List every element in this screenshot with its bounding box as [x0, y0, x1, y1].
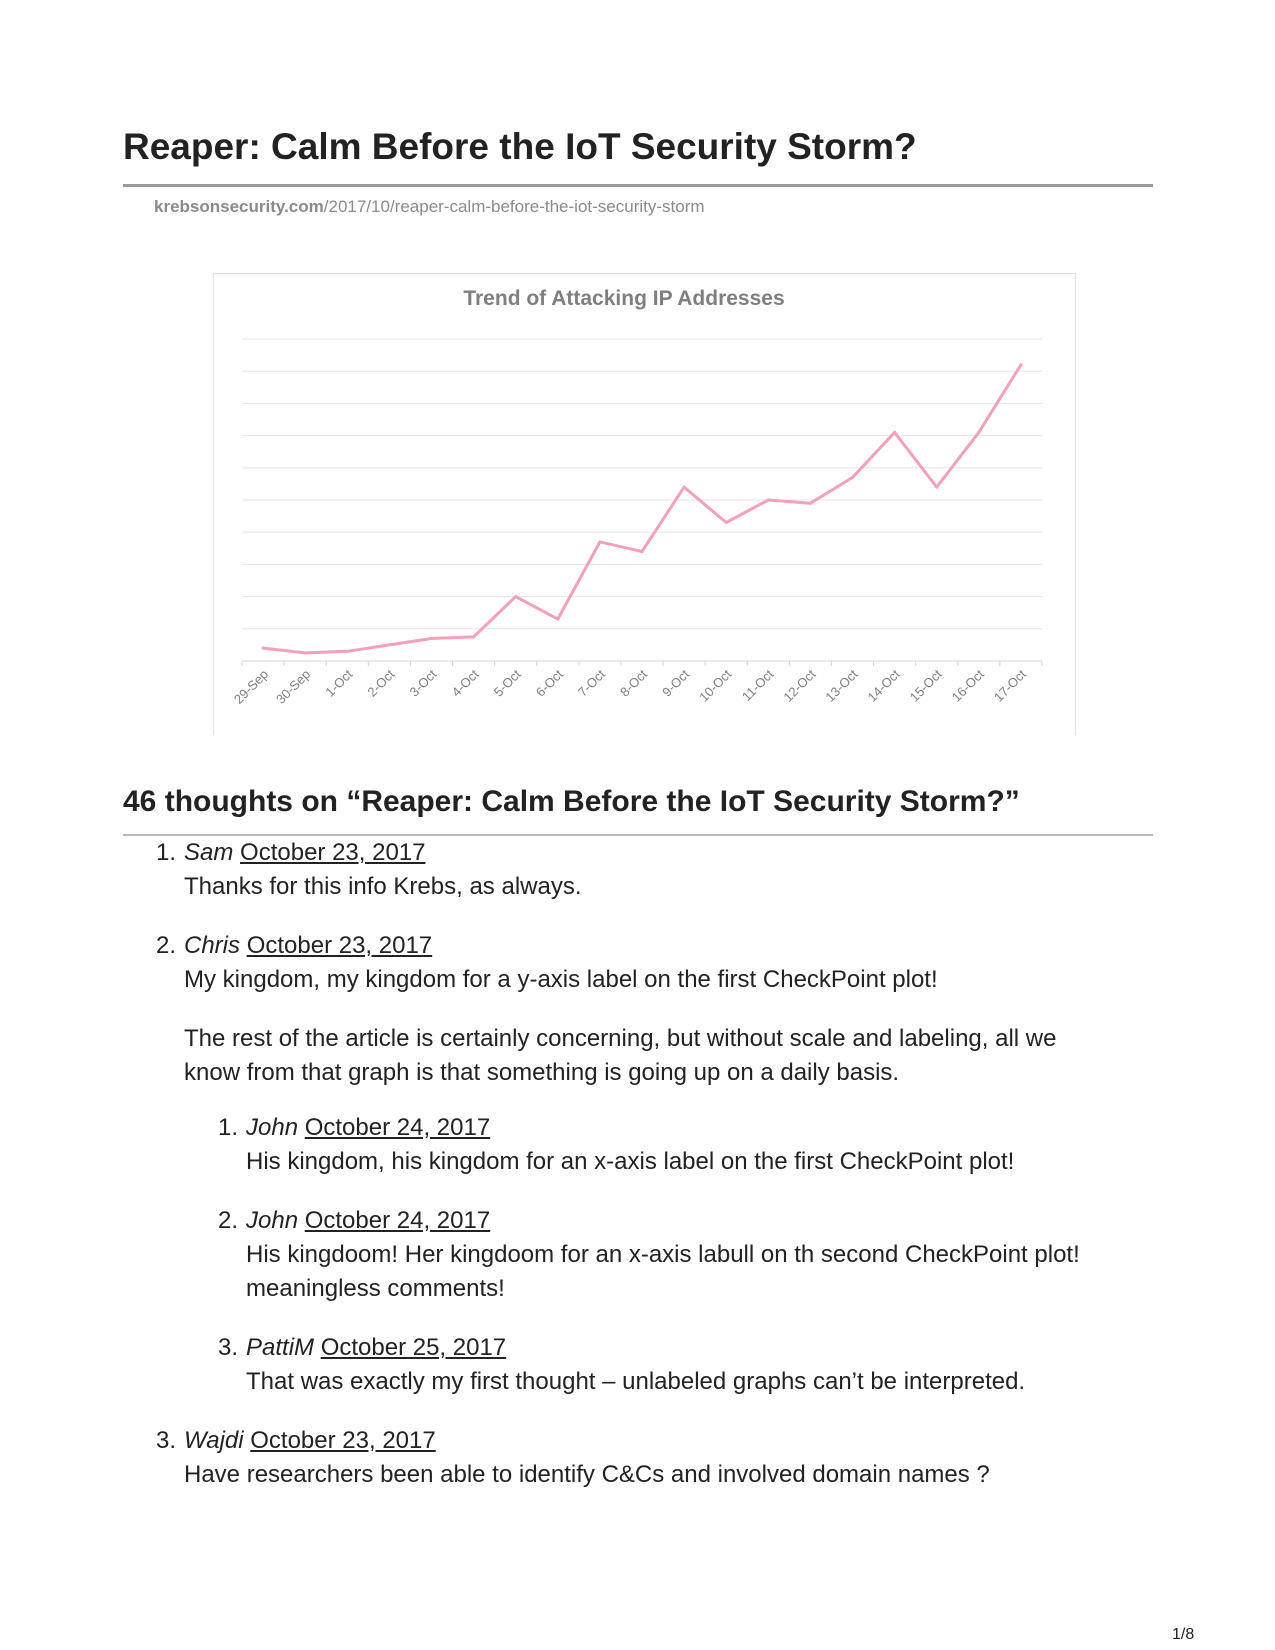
- chart-data-point: [767, 499, 770, 502]
- chart-x-tick-label: 8-Oct: [617, 666, 651, 700]
- chart-canvas: [214, 274, 1077, 736]
- comment-meta: [155, 836, 582, 870]
- comment-text: The rest of the article is certainly concerning, but without scale and labeling, all we know from that graph is that something is going up on a daily basis.: [184, 1025, 1057, 1086]
- chart-data-point: [346, 650, 349, 653]
- comment: [155, 929, 1084, 1090]
- source-url-link[interactable]: [154, 197, 705, 217]
- chart-data-point: [598, 540, 601, 543]
- comment-text: That was exactly my first thought – unlabeled graphs can’t be interpreted.: [246, 1368, 1026, 1395]
- attacking-ip-chart: [213, 273, 1076, 735]
- comment-number: 2.: [155, 932, 176, 959]
- comment: [155, 836, 582, 904]
- comment-date-link[interactable]: October 23, 2017: [246, 932, 433, 959]
- chart-data-point: [935, 486, 938, 489]
- comment-author: Chris: [184, 932, 241, 959]
- chart-data-point: [851, 476, 854, 479]
- comment-author: Wajdi: [184, 1427, 244, 1454]
- comment-text: His kingdoom! Her kingdoom for an x-axis labull on th second CheckPoint plot! meaningless comments!: [246, 1241, 1080, 1302]
- chart-x-tick-label: 6-Oct: [532, 666, 566, 700]
- comment-author: Sam: [184, 839, 234, 866]
- page-number: 1/8: [1172, 1626, 1195, 1643]
- comment: [155, 1424, 990, 1492]
- chart-x-tick-label: 12-Oct: [780, 666, 819, 705]
- chart-data-point: [514, 595, 517, 598]
- comment-author: John: [246, 1207, 299, 1234]
- comment-number: 1.: [217, 1114, 238, 1141]
- comment-number: 1.: [155, 839, 176, 866]
- comment-reply: [217, 1331, 1026, 1399]
- chart-x-tick-labels: [231, 666, 1029, 707]
- chart-x-tick-label: 17-Oct: [990, 666, 1030, 705]
- comment-text: His kingdom, his kingdom for an x-axis label on the first CheckPoint plot!: [246, 1148, 1015, 1175]
- chart-x-tick-label: 2-Oct: [364, 666, 398, 700]
- title-divider: [123, 184, 1153, 187]
- chart-gridlines: [242, 339, 1042, 629]
- source-url-path: /2017/10/reaper-calm-before-the-iot-security-storm: [323, 197, 705, 216]
- comment-reply: [217, 1204, 1116, 1306]
- chart-data-point: [430, 637, 433, 640]
- chart-data-point: [304, 651, 307, 654]
- page-title: Reaper: Calm Before the IoT Security Storm?: [123, 126, 917, 167]
- chart-x-tick-label: 7-Oct: [574, 666, 609, 700]
- comment-number: 2.: [217, 1207, 238, 1234]
- chart-data-point: [977, 431, 980, 434]
- comment-meta: [217, 1204, 1116, 1238]
- comment-date-link[interactable]: October 24, 2017: [304, 1114, 491, 1141]
- chart-data-point: [641, 550, 644, 553]
- comment-text: Thanks for this info Krebs, as always.: [184, 873, 582, 900]
- chart-x-tick-label: 13-Oct: [822, 666, 861, 705]
- chart-data-point: [893, 431, 896, 434]
- comment-text: Have researchers been able to identify C&Cs and involved domain names ?: [184, 1461, 990, 1488]
- comment-reply: [217, 1111, 1015, 1179]
- comment-meta: [217, 1331, 1025, 1365]
- chart-x-tick-label: 10-Oct: [696, 666, 735, 705]
- chart-data-point: [725, 521, 728, 524]
- chart-data-point: [472, 635, 475, 638]
- chart-x-axis: [242, 661, 1042, 666]
- chart-data-point: [809, 502, 812, 505]
- chart-x-tick-label: 30-Sep: [273, 666, 314, 707]
- comment-date-link[interactable]: October 25, 2017: [320, 1334, 507, 1361]
- chart-data-point: [262, 647, 265, 650]
- comment-number: 3.: [155, 1427, 176, 1454]
- chart-x-tick-label: 14-Oct: [864, 666, 903, 705]
- chart-data-point: [683, 486, 686, 489]
- chart-data-point: [388, 643, 391, 646]
- chart-data-point: [1019, 363, 1022, 366]
- chart-x-tick-label: 9-Oct: [659, 666, 693, 700]
- comment-date-link[interactable]: October 23, 2017: [240, 839, 426, 866]
- chart-title: Trend of Attacking IP Addresses: [463, 287, 785, 310]
- chart-x-tick-label: 15-Oct: [906, 666, 945, 705]
- chart-x-tick-label: 16-Oct: [948, 666, 987, 705]
- chart-x-tick-label: 5-Oct: [490, 666, 524, 700]
- comment-author: John: [246, 1114, 299, 1141]
- source-url-domain: krebsonsecurity.com: [154, 197, 324, 216]
- comments-heading: 46 thoughts on “Reaper: Calm Before the IoT Security Storm?”: [123, 785, 1020, 818]
- comment-date-link[interactable]: October 23, 2017: [250, 1427, 436, 1454]
- chart-data-point: [556, 618, 559, 621]
- chart-x-tick-label: 3-Oct: [406, 666, 440, 700]
- chart-series: [262, 363, 1023, 654]
- chart-series-line: [263, 365, 1021, 653]
- chart-x-tick-label: 1-Oct: [322, 666, 356, 700]
- comment-date-link[interactable]: October 24, 2017: [304, 1207, 491, 1234]
- comment-author: PattiM: [246, 1334, 315, 1361]
- chart-x-tick-label: 4-Oct: [448, 666, 482, 700]
- comment-meta: [155, 929, 1084, 963]
- comment-meta: [217, 1111, 1014, 1145]
- comment-text: My kingdom, my kingdom for a y-axis label on the first CheckPoint plot!: [184, 966, 938, 993]
- comment-meta: [155, 1424, 990, 1458]
- chart-x-tick-label: 29-Sep: [230, 666, 272, 707]
- chart-x-tick-label: 11-Oct: [738, 666, 777, 705]
- comment-number: 3.: [217, 1334, 238, 1361]
